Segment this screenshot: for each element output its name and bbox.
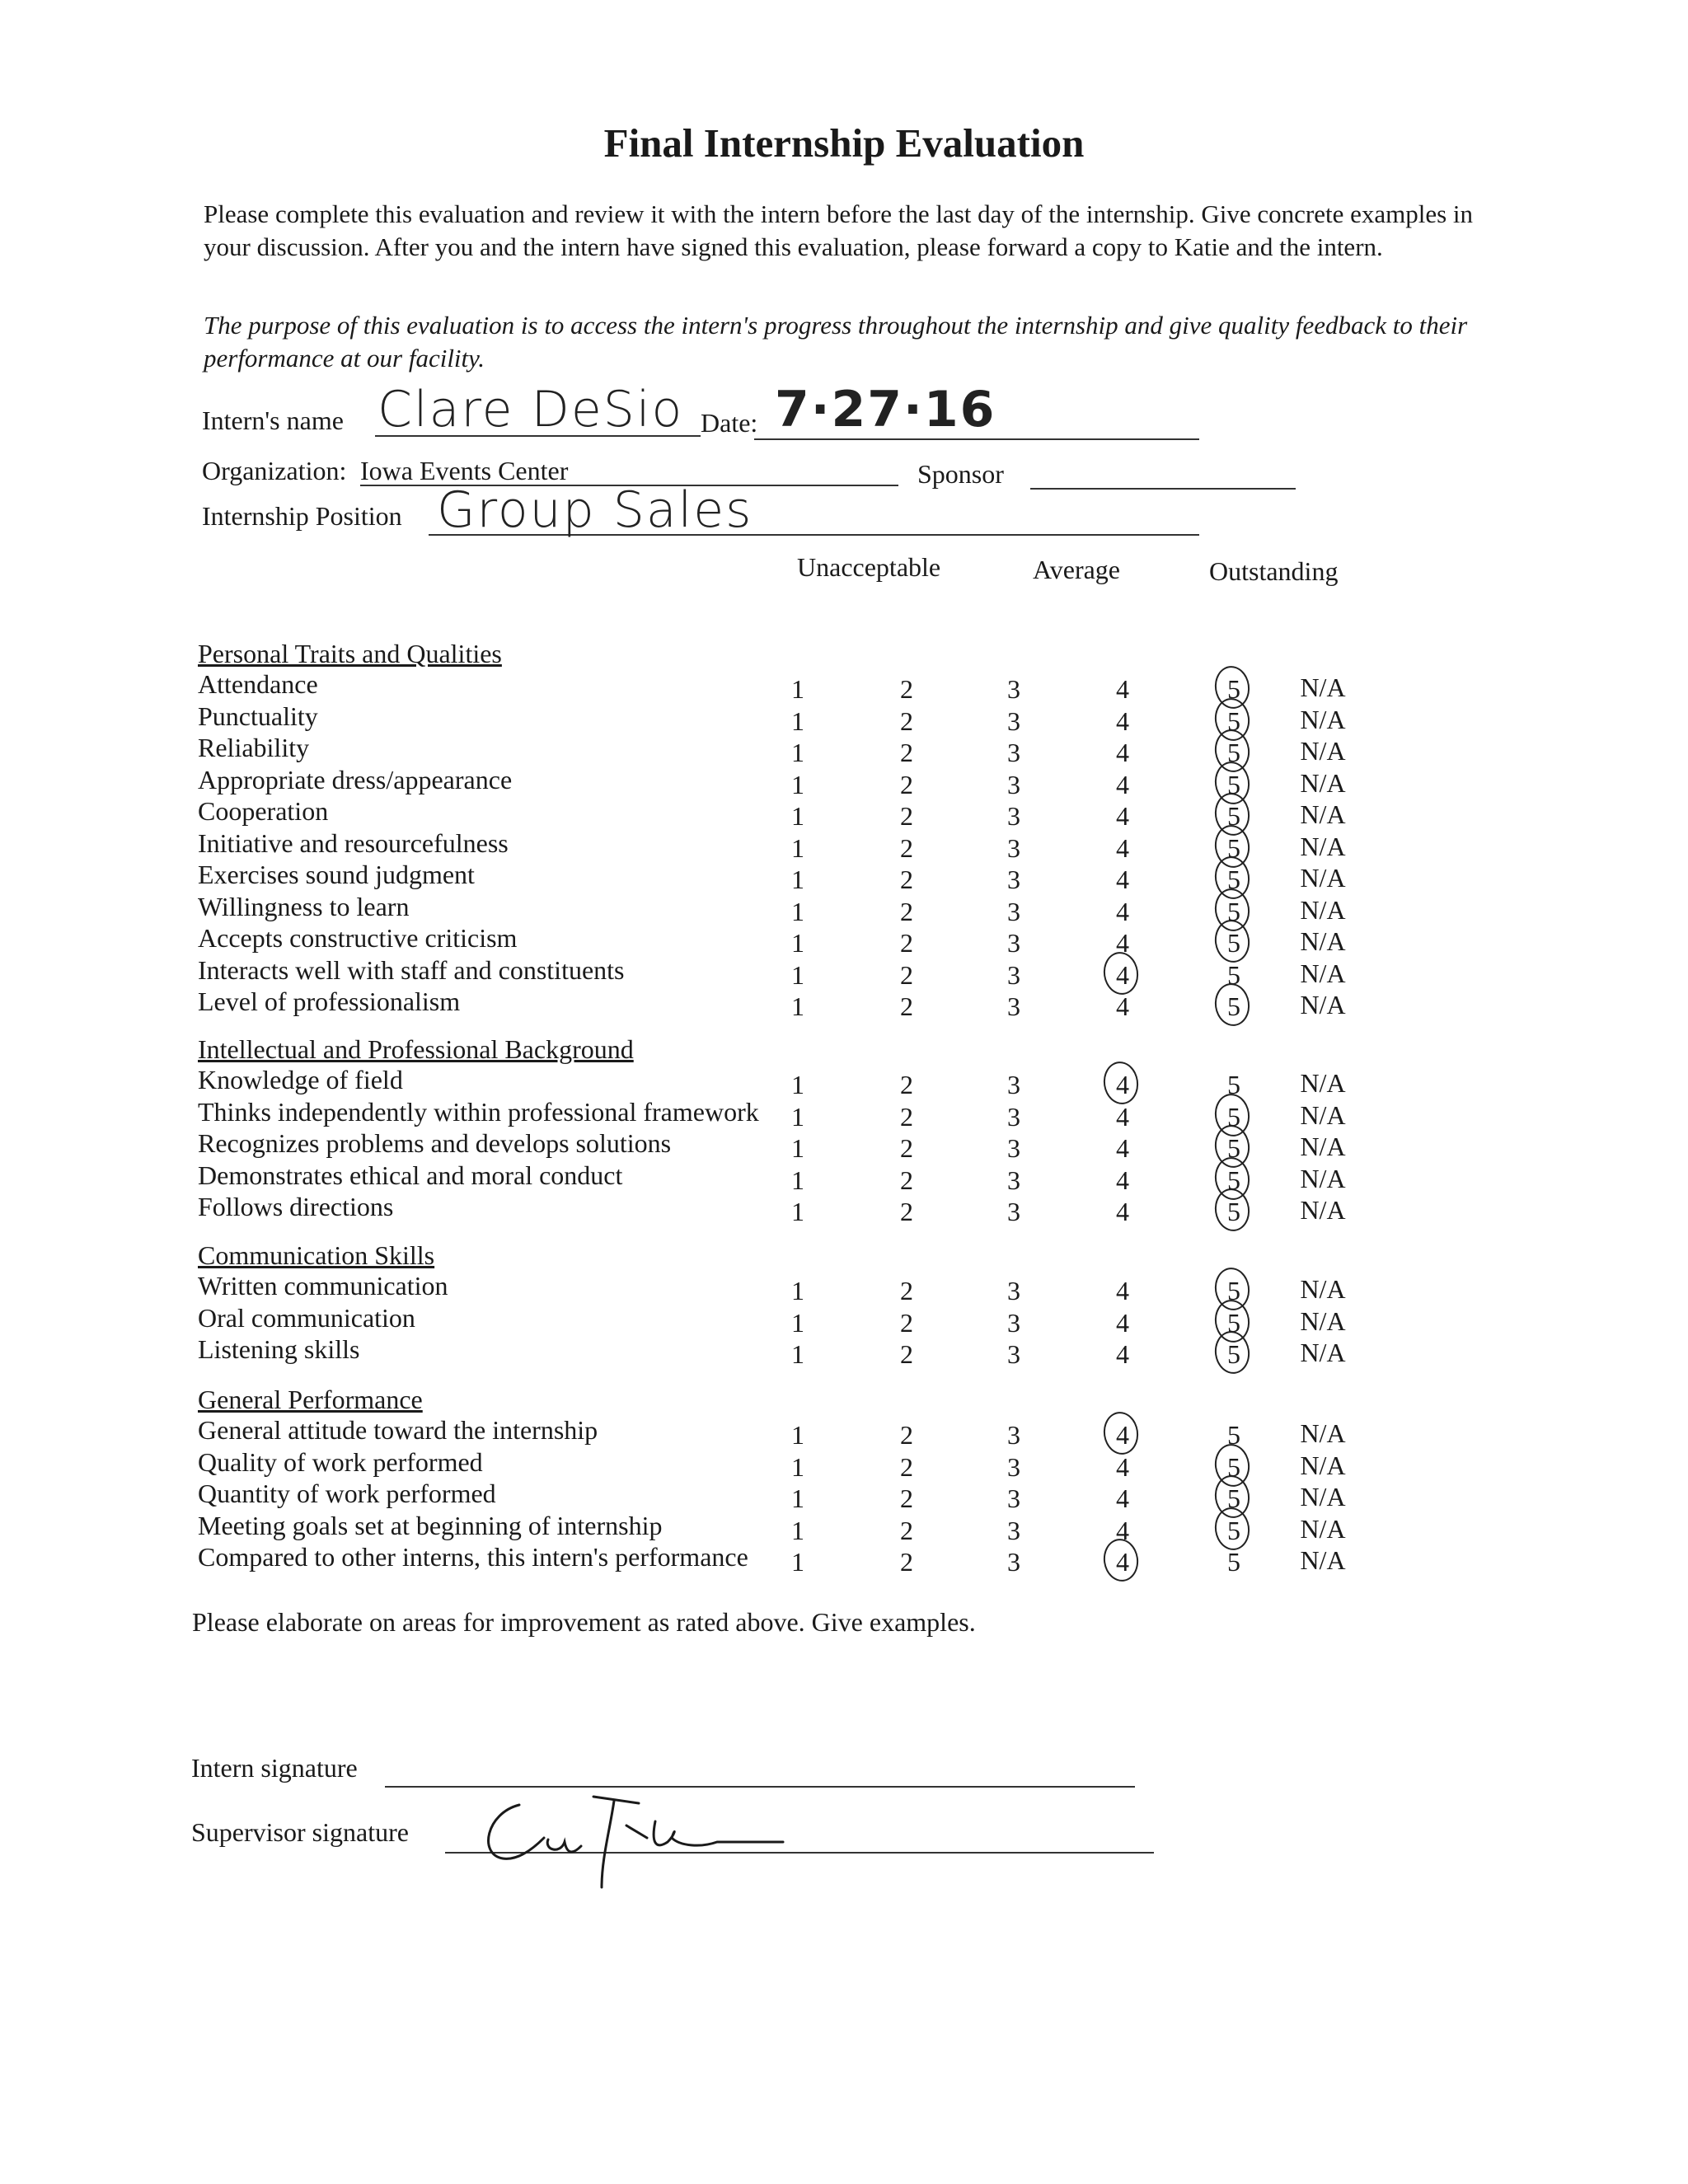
na-option[interactable]: N/A xyxy=(1300,1163,1346,1193)
rating-option-3[interactable] xyxy=(993,1068,1034,1101)
rating-value: 2 xyxy=(900,865,913,894)
criterion-label: Compared to other interns, this intern's performance xyxy=(198,1542,748,1572)
rating-option-3[interactable] xyxy=(993,1306,1034,1339)
rating-value: 3 xyxy=(1007,1307,1020,1338)
rating-option-2[interactable] xyxy=(886,990,927,1023)
sponsor-label: Sponsor xyxy=(917,459,1004,489)
rating-value: 4 xyxy=(1116,1483,1129,1513)
rating-value: 1 xyxy=(791,1070,804,1099)
rating-value: 5 xyxy=(1227,1101,1240,1132)
rating-option-4[interactable] xyxy=(1102,799,1143,832)
elaborate-prompt: Please elaborate on areas for improvement as rated above. Give examples. xyxy=(192,1607,976,1637)
rating-value: 3 xyxy=(1007,1451,1020,1482)
rating-value: 3 xyxy=(1007,769,1020,799)
rating-option-4[interactable] xyxy=(1102,1418,1143,1451)
rating-option-3[interactable] xyxy=(993,1195,1034,1228)
rating-value: 3 xyxy=(1007,1420,1020,1450)
rating-value: 2 xyxy=(900,1307,913,1338)
rating-option-3[interactable] xyxy=(993,1451,1034,1483)
rating-value: 3 xyxy=(1007,959,1020,990)
rating-option-1[interactable] xyxy=(777,1274,818,1307)
rating-value: 1 xyxy=(791,1276,804,1305)
na-option[interactable]: N/A xyxy=(1300,863,1346,893)
rating-option-1[interactable] xyxy=(777,895,818,928)
rating-value: 1 xyxy=(791,991,804,1021)
criterion-label: Appropriate dress/appearance xyxy=(198,764,513,794)
rating-option-4[interactable] xyxy=(1102,1274,1143,1307)
rating-value: 3 xyxy=(1007,896,1020,926)
rating-value: 1 xyxy=(791,1451,804,1482)
rating-value: 2 xyxy=(900,1483,913,1513)
criterion-label: Initiative and resourcefulness xyxy=(198,827,509,858)
rating-option-1[interactable] xyxy=(777,1514,818,1547)
rating-value: 4 xyxy=(1116,1276,1129,1305)
na-option[interactable]: N/A xyxy=(1300,704,1346,734)
rating-value: 3 xyxy=(1007,674,1020,704)
rating-option-3[interactable] xyxy=(993,768,1034,801)
rating-value: 5 xyxy=(1227,769,1240,799)
rating-option-4[interactable] xyxy=(1102,1195,1143,1228)
na-option[interactable]: N/A xyxy=(1300,799,1346,829)
rating-option-2[interactable] xyxy=(886,1068,927,1101)
rating-option-5[interactable] xyxy=(1213,926,1254,959)
rating-value: 2 xyxy=(900,1515,913,1545)
rating-option-4[interactable] xyxy=(1102,863,1143,896)
rating-value: 1 xyxy=(791,738,804,767)
rating-value: 2 xyxy=(900,1339,913,1369)
rating-option-2[interactable] xyxy=(886,1514,927,1547)
rating-value: 2 xyxy=(900,738,913,767)
scale-header-unacceptable: Unacceptable xyxy=(797,552,941,582)
rating-option-4[interactable] xyxy=(1102,832,1143,865)
rating-option-3[interactable] xyxy=(993,1545,1034,1578)
rating-value: 4 xyxy=(1116,1515,1129,1545)
rating-value: 5 xyxy=(1227,1133,1240,1163)
na-option[interactable]: N/A xyxy=(1300,1338,1346,1367)
na-option[interactable]: N/A xyxy=(1300,736,1346,766)
rating-value: 4 xyxy=(1116,705,1129,736)
intern-signature-label: Intern signature xyxy=(191,1753,358,1783)
criterion-label: Level of professionalism xyxy=(198,987,461,1016)
rating-option-2[interactable] xyxy=(886,832,927,865)
rating-value: 1 xyxy=(791,1547,804,1577)
rating-option-4[interactable] xyxy=(1102,1338,1143,1371)
rating-value: 5 xyxy=(1227,896,1240,926)
rating-value: 2 xyxy=(900,832,913,863)
rating-option-2[interactable] xyxy=(886,1274,927,1307)
rating-option-2[interactable] xyxy=(886,1132,927,1165)
na-option[interactable]: N/A xyxy=(1300,958,1346,988)
rating-option-3[interactable] xyxy=(993,895,1034,928)
supervisor-signature-label: Supervisor signature xyxy=(191,1817,409,1847)
date-line xyxy=(754,438,1199,440)
rating-value: 5 xyxy=(1227,705,1240,736)
rating-option-2[interactable] xyxy=(886,863,927,896)
rating-value: 1 xyxy=(791,1133,804,1163)
rating-value: 2 xyxy=(900,1547,913,1577)
rating-value: 3 xyxy=(1007,832,1020,863)
rating-value: 4 xyxy=(1116,1547,1129,1577)
rating-option-4[interactable] xyxy=(1102,1545,1143,1578)
rating-value: 1 xyxy=(791,1307,804,1338)
rating-value: 1 xyxy=(791,674,804,704)
rating-value: 2 xyxy=(900,896,913,926)
rating-value: 1 xyxy=(791,928,804,958)
rating-value: 5 xyxy=(1227,1420,1240,1450)
na-option[interactable]: N/A xyxy=(1300,1068,1346,1098)
rating-option-4[interactable] xyxy=(1102,1068,1143,1101)
rating-value: 3 xyxy=(1007,928,1020,958)
criterion-label: Written communication xyxy=(198,1271,448,1301)
criterion-label: Thinks independently within professional framework xyxy=(198,1096,759,1127)
rating-value: 5 xyxy=(1227,1070,1240,1099)
rating-option-1[interactable] xyxy=(777,832,818,865)
rating-value: 3 xyxy=(1007,1547,1020,1577)
rating-option-1[interactable] xyxy=(777,1451,818,1483)
rating-value: 5 xyxy=(1227,801,1240,831)
rating-value: 4 xyxy=(1116,1197,1129,1226)
rating-value: 2 xyxy=(900,1276,913,1305)
criterion-label: Reliability xyxy=(198,733,310,762)
scale-header-outstanding: Outstanding xyxy=(1209,556,1339,586)
rating-option-4[interactable] xyxy=(1102,705,1143,738)
rating-value: 5 xyxy=(1227,832,1240,863)
na-option[interactable]: N/A xyxy=(1300,1545,1346,1575)
rating-option-4[interactable] xyxy=(1102,673,1143,705)
rating-value: 3 xyxy=(1007,865,1020,894)
rating-value: 1 xyxy=(791,959,804,990)
criterion-label: Accepts constructive criticism xyxy=(198,923,518,953)
rating-value: 4 xyxy=(1116,991,1129,1021)
rating-value: 3 xyxy=(1007,1197,1020,1226)
rating-option-2[interactable] xyxy=(886,1164,927,1197)
rating-option-5[interactable] xyxy=(1213,1195,1254,1228)
rating-option-1[interactable] xyxy=(777,1545,818,1578)
rating-value: 5 xyxy=(1227,674,1240,704)
criterion-label: Cooperation xyxy=(198,796,329,826)
position-value[interactable]: Group Sales xyxy=(437,481,753,539)
rating-value: 5 xyxy=(1227,1547,1240,1577)
na-option[interactable]: N/A xyxy=(1300,1418,1346,1448)
criterion-label: Recognizes problems and develops solutions xyxy=(198,1128,672,1158)
sponsor-line[interactable] xyxy=(1030,488,1296,490)
rating-option-4[interactable] xyxy=(1102,958,1143,991)
na-option[interactable]: N/A xyxy=(1300,894,1346,925)
rating-option-4[interactable] xyxy=(1102,1482,1143,1515)
rating-option-2[interactable] xyxy=(886,958,927,991)
rating-value: 1 xyxy=(791,769,804,799)
rating-value: 4 xyxy=(1116,1133,1129,1163)
intern-name-value[interactable]: Clare DeSio xyxy=(377,381,684,438)
criterion-label: Interacts well with staff and constituents xyxy=(198,954,625,985)
rating-value: 2 xyxy=(900,1165,913,1195)
rating-value: 5 xyxy=(1227,1197,1240,1226)
section-heading: Intellectual and Professional Background xyxy=(198,1034,634,1064)
rating-option-3[interactable] xyxy=(993,1132,1034,1165)
rating-value: 2 xyxy=(900,674,913,704)
rating-option-1[interactable] xyxy=(777,958,818,991)
rating-option-1[interactable] xyxy=(777,1195,818,1228)
rating-option-2[interactable] xyxy=(886,1451,927,1483)
rating-value: 1 xyxy=(791,1515,804,1545)
rating-option-3[interactable] xyxy=(993,832,1034,865)
date-value[interactable]: 7·27·16 xyxy=(775,381,996,438)
rating-option-1[interactable] xyxy=(777,799,818,832)
position-label: Internship Position xyxy=(202,501,402,531)
rating-option-5[interactable] xyxy=(1213,1514,1254,1547)
rating-value: 2 xyxy=(900,1451,913,1482)
criterion-label: Demonstrates ethical and moral conduct xyxy=(198,1160,623,1190)
rating-option-3[interactable] xyxy=(993,1274,1034,1307)
rating-value: 3 xyxy=(1007,1133,1020,1163)
rating-option-2[interactable] xyxy=(886,926,927,959)
na-option[interactable]: N/A xyxy=(1300,767,1346,798)
rating-option-3[interactable] xyxy=(993,863,1034,896)
rating-value: 4 xyxy=(1116,1339,1129,1369)
criterion-label: Oral communication xyxy=(198,1302,415,1333)
rating-option-1[interactable] xyxy=(777,1132,818,1165)
rating-value: 3 xyxy=(1007,1276,1020,1305)
purpose-paragraph: The purpose of this evaluation is to access the intern's progress throughout the internship and give quality feedback to their performance at our facility. xyxy=(204,311,1468,373)
rating-value: 2 xyxy=(900,1420,913,1450)
rating-value: 2 xyxy=(900,1070,913,1099)
section-heading: Personal Traits and Qualities xyxy=(198,639,502,668)
criterion-label: Exercises sound judgment xyxy=(198,860,475,889)
rating-option-2[interactable] xyxy=(886,1100,927,1133)
rating-option-3[interactable] xyxy=(993,1418,1034,1451)
criterion-label: Knowledge of field xyxy=(198,1065,403,1094)
na-option[interactable]: N/A xyxy=(1300,1132,1346,1161)
rating-option-3[interactable] xyxy=(993,705,1034,738)
criterion-label: Listening skills xyxy=(198,1334,360,1364)
na-option[interactable]: N/A xyxy=(1300,673,1346,702)
rating-option-4[interactable] xyxy=(1102,736,1143,769)
rating-option-1[interactable] xyxy=(777,1068,818,1101)
rating-option-1[interactable] xyxy=(777,990,818,1023)
rating-option-2[interactable] xyxy=(886,705,927,738)
rating-value: 1 xyxy=(791,1165,804,1195)
rating-value: 3 xyxy=(1007,991,1020,1021)
rating-value: 4 xyxy=(1116,1101,1129,1132)
rating-option-3[interactable] xyxy=(993,736,1034,769)
rating-value: 1 xyxy=(791,1483,804,1513)
section-heading: Communication Skills xyxy=(198,1240,435,1270)
na-option[interactable]: N/A xyxy=(1300,1513,1346,1544)
rating-option-4[interactable] xyxy=(1102,895,1143,928)
rating-option-1[interactable] xyxy=(777,705,818,738)
section-heading: General Performance xyxy=(198,1385,423,1414)
rating-value: 1 xyxy=(791,896,804,926)
rating-option-4[interactable] xyxy=(1102,1306,1143,1339)
rating-option-5[interactable] xyxy=(1213,1338,1254,1371)
rating-value: 2 xyxy=(900,705,913,736)
organization-value[interactable]: Iowa Events Center xyxy=(360,456,569,485)
rating-option-4[interactable] xyxy=(1102,1451,1143,1483)
rating-value: 4 xyxy=(1116,865,1129,894)
rating-option-2[interactable] xyxy=(886,736,927,769)
rating-option-4[interactable] xyxy=(1102,768,1143,801)
rating-option-2[interactable] xyxy=(886,673,927,705)
organization-label: Organization: xyxy=(202,456,347,485)
rating-value: 1 xyxy=(791,1197,804,1226)
rating-value: 2 xyxy=(900,769,913,799)
rating-value: 1 xyxy=(791,1101,804,1132)
criterion-label: Quality of work performed xyxy=(198,1446,483,1477)
rating-value: 5 xyxy=(1227,1515,1240,1545)
rating-option-3[interactable] xyxy=(993,958,1034,991)
na-option[interactable]: N/A xyxy=(1300,990,1346,1019)
rating-option-4[interactable] xyxy=(1102,1132,1143,1165)
rating-value: 4 xyxy=(1116,959,1129,990)
rating-value: 4 xyxy=(1116,1307,1129,1338)
rating-option-3[interactable] xyxy=(993,926,1034,959)
rating-option-1[interactable] xyxy=(777,1338,818,1371)
rating-value: 4 xyxy=(1116,1165,1129,1195)
rating-option-3[interactable] xyxy=(993,1100,1034,1133)
intern-name-label: Intern's name xyxy=(202,405,344,435)
scale-header-average: Average xyxy=(1033,555,1120,584)
na-option[interactable]: N/A xyxy=(1300,1099,1346,1130)
rating-value: 5 xyxy=(1227,959,1240,990)
rating-value: 5 xyxy=(1227,1307,1240,1338)
rating-value: 4 xyxy=(1116,832,1129,863)
rating-value: 3 xyxy=(1007,1515,1020,1545)
criterion-label: Willingness to learn xyxy=(198,891,410,921)
rating-option-4[interactable] xyxy=(1102,1100,1143,1133)
rating-option-3[interactable] xyxy=(993,1164,1034,1197)
rating-value: 5 xyxy=(1227,1339,1240,1369)
rating-value: 2 xyxy=(900,959,913,990)
rating-value: 4 xyxy=(1116,1420,1129,1450)
rating-value: 5 xyxy=(1227,865,1240,894)
rating-option-3[interactable] xyxy=(993,673,1034,705)
rating-value: 1 xyxy=(791,705,804,736)
na-option[interactable]: N/A xyxy=(1300,926,1346,956)
rating-value: 5 xyxy=(1227,1165,1240,1195)
rating-value: 3 xyxy=(1007,1483,1020,1513)
rating-option-2[interactable] xyxy=(886,1306,927,1339)
criterion-label: General attitude toward the internship xyxy=(198,1415,598,1445)
rating-value: 3 xyxy=(1007,738,1020,767)
rating-option-2[interactable] xyxy=(886,799,927,832)
rating-value: 4 xyxy=(1116,738,1129,767)
na-option[interactable]: N/A xyxy=(1300,1482,1346,1511)
rating-option-2[interactable] xyxy=(886,1545,927,1578)
criterion-label: Quantity of work performed xyxy=(198,1479,496,1508)
rating-option-5[interactable] xyxy=(1213,990,1254,1023)
rating-value: 3 xyxy=(1007,1165,1020,1195)
na-option[interactable]: N/A xyxy=(1300,1305,1346,1336)
rating-option-5[interactable] xyxy=(1213,1545,1254,1578)
instructions-paragraph: Please complete this evaluation and review it with the intern before the last day of the internship. Give concrete examples in your discussion. After you and the intern have signed this evaluation, please forward a copy to Katie and the intern. xyxy=(204,199,1474,261)
rating-option-3[interactable] xyxy=(993,799,1034,832)
rating-value: 1 xyxy=(791,832,804,863)
rating-value: 1 xyxy=(791,865,804,894)
rating-value: 3 xyxy=(1007,1070,1020,1099)
rating-option-4[interactable] xyxy=(1102,1164,1143,1197)
criterion-label: Meeting goals set at beginning of internship xyxy=(198,1510,663,1540)
rating-option-1[interactable] xyxy=(777,863,818,896)
criterion-label: Follows directions xyxy=(198,1192,394,1221)
rating-value: 4 xyxy=(1116,674,1129,704)
rating-option-2[interactable] xyxy=(886,768,927,801)
rating-option-2[interactable] xyxy=(886,1195,927,1228)
rating-option-1[interactable] xyxy=(777,1482,818,1515)
rating-option-1[interactable] xyxy=(777,736,818,769)
rating-option-1[interactable] xyxy=(777,1418,818,1451)
rating-value: 3 xyxy=(1007,1339,1020,1369)
rating-value: 3 xyxy=(1007,801,1020,831)
supervisor-signature-scrawl xyxy=(470,1780,799,1896)
rating-option-4[interactable] xyxy=(1102,990,1143,1023)
rating-option-1[interactable] xyxy=(777,1164,818,1197)
form-title: Final Internship Evaluation xyxy=(603,120,1085,166)
rating-value: 5 xyxy=(1227,738,1240,767)
rating-value: 2 xyxy=(900,1101,913,1132)
rating-option-2[interactable] xyxy=(886,1338,927,1371)
rating-value: 2 xyxy=(900,1133,913,1163)
rating-option-1[interactable] xyxy=(777,926,818,959)
rating-value: 2 xyxy=(900,801,913,831)
rating-value: 4 xyxy=(1116,801,1129,831)
rating-value: 3 xyxy=(1007,705,1020,736)
rating-option-2[interactable] xyxy=(886,1482,927,1515)
rating-value: 5 xyxy=(1227,1451,1240,1482)
date-label: Date: xyxy=(701,408,758,438)
rating-value: 4 xyxy=(1116,928,1129,958)
na-option[interactable]: N/A xyxy=(1300,1450,1346,1480)
rating-option-3[interactable] xyxy=(993,1482,1034,1515)
rating-value: 4 xyxy=(1116,769,1129,799)
na-option[interactable]: N/A xyxy=(1300,1195,1346,1225)
rating-value: 5 xyxy=(1227,928,1240,958)
rating-option-2[interactable] xyxy=(886,1418,927,1451)
rating-value: 1 xyxy=(791,801,804,831)
rating-option-1[interactable] xyxy=(777,673,818,705)
rating-value: 3 xyxy=(1007,1101,1020,1132)
rating-option-2[interactable] xyxy=(886,895,927,928)
na-option[interactable]: N/A xyxy=(1300,1274,1346,1304)
criterion-label: Attendance xyxy=(198,669,318,699)
rating-value: 2 xyxy=(900,1197,913,1226)
rating-value: 5 xyxy=(1227,991,1240,1021)
rating-option-3[interactable] xyxy=(993,1514,1034,1547)
rating-value: 2 xyxy=(900,928,913,958)
rating-option-3[interactable] xyxy=(993,1338,1034,1371)
rating-value: 1 xyxy=(791,1339,804,1369)
rating-value: 4 xyxy=(1116,1451,1129,1482)
rating-value: 2 xyxy=(900,991,913,1021)
rating-option-1[interactable] xyxy=(777,768,818,801)
rating-value: 1 xyxy=(791,1420,804,1450)
rating-option-1[interactable] xyxy=(777,1306,818,1339)
na-option[interactable]: N/A xyxy=(1300,831,1346,861)
rating-value: 5 xyxy=(1227,1276,1240,1305)
rating-value: 4 xyxy=(1116,896,1129,926)
rating-option-1[interactable] xyxy=(777,1100,818,1133)
rating-option-3[interactable] xyxy=(993,990,1034,1023)
rating-value: 5 xyxy=(1227,1483,1240,1513)
rating-value: 4 xyxy=(1116,1070,1129,1099)
criterion-label: Punctuality xyxy=(198,701,318,731)
